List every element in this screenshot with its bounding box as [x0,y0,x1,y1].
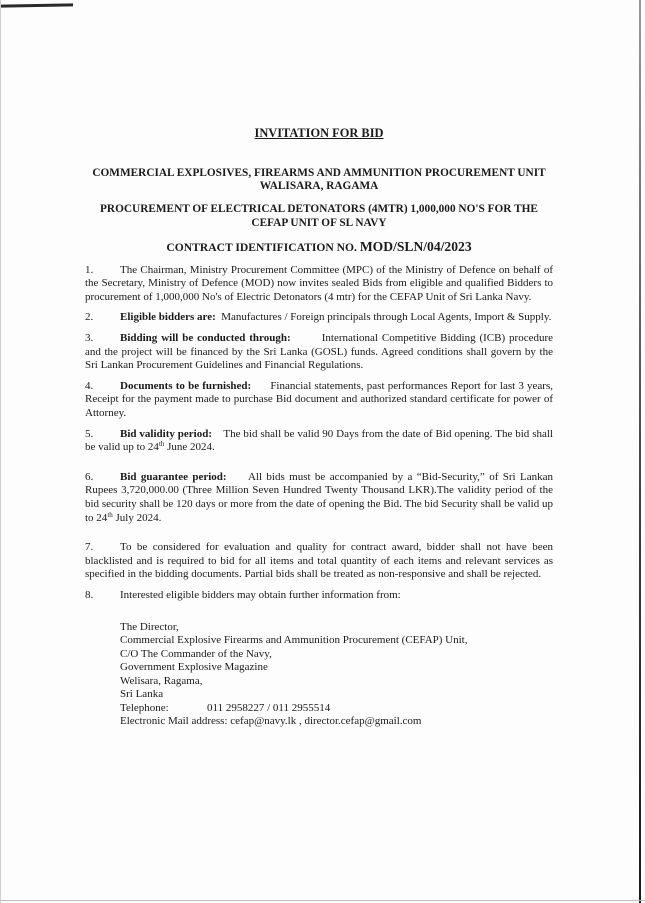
address-line: C/O The Commander of the Navy, [120,647,272,660]
telephone-line [120,702,553,716]
scan-artifact-mark [1,3,73,7]
paragraph-number: 5. [85,427,94,440]
page-bottom-border [1,900,645,901]
paragraph-2 [85,311,553,325]
paragraph-4 [85,380,553,421]
paragraph-number: 7. [85,541,94,554]
address-line: Commercial Explosive Firearms and Ammunition Procurement (CEFAP) Unit, [120,634,468,646]
paragraph-1 [85,264,553,305]
paragraph-label: Eligible bidders are: [120,311,216,324]
address-line: Sri Lanka [120,688,164,700]
paragraph-text: To be considered for evaluation and quality for contract award, bidder shall not have been blacklisted and is required to bid for all items and total quantity of each items and relevant services as specified in the bidding documents. Partial bids shall be treated as non-responsive and shall be rejected. [85,541,553,581]
paragraph-number: 4. [85,379,94,392]
heading-procurement: PROCUREMENT OF ELECTRICAL DETONATORS (4MTR) 1,000,000 NO'S FOR THE CEFAP UNIT OF SL NAVY [100,203,538,229]
paragraph-text: International Competitive Bidding (ICB) procedure and the project will be financed by the Sri Lanka (GOSL) funds. Agreed conditions shall govern by the Sri Lankan Procurement Guidelines and Financial Regulations. [85,332,553,372]
paragraph-label: Bidding will be conducted through: [120,332,291,344]
paragraph-label: Bid guarantee period: [120,470,227,483]
telephone-number: 011 2958227 / 011 2955514 [207,701,331,714]
paragraph-number: 3. [85,332,94,344]
paragraph-number: 8. [85,588,94,601]
paragraph-number: 2. [85,311,94,324]
paragraph-6 [85,471,553,525]
heading-contract-id [85,240,553,254]
paragraph-3 [85,332,553,373]
ordinal-suffix: th [107,510,113,519]
paragraph-text: Manufactures / Foreign principals through Local Agents, Import & Supply. [221,311,552,324]
paragraph-8 [85,589,553,603]
paragraph-label: Bid validity period: [120,427,212,440]
paragraph-text: The bid shall be valid 90 Days from the date of Bid opening. The bid shall be valid up to 24 [85,427,553,454]
email-line [120,715,553,729]
contract-id-prefix: CONTRACT IDENTIFICATION NO. [166,241,360,255]
document-title: INVITATION FOR BID [254,126,384,140]
paragraph-text: The Chairman, Ministry Procurement Committee (MPC) of the Ministry of Defence on behalf of the Secretary, Ministry of Defence (MOD) now invites sealed Bids from eligible and qualified Bidders to procurement of 1,000,000 No's of Electric Detonators (4 mtr) for the CEFAP Unit of Sri Lanka Navy. [85,263,553,303]
telephone-label: Telephone: [120,701,169,714]
contract-id-number: MOD/SLN/04/2023 [359,239,472,255]
paragraph-text: Financial statements, past performances Report for last 3 years, Receipt for the payment made to purchase Bid document and authorized standard certificate for power of Attorney. [85,379,553,419]
email-addresses: cefap@navy.lk , director.cefap@gmail.com [230,715,422,727]
paragraph-number: 6. [85,470,94,483]
paragraph-number: 1. [85,263,94,276]
paragraph-7 [85,541,553,582]
paragraph-5 [85,428,553,455]
paragraph-text: All bids must be accompanied by a “Bid-Security,” of Sri Lankan Rupees 3,720,000.00 (Three Million Seven Hundred Twenty Thousand LKR).The validity period of the bid security shall be 120 days or more from the date of opening the Bid. The bid Security shall be valid up to 24 [85,470,553,524]
address-line: Government Explosive Magazine [120,661,268,673]
paragraph-text-end: July 2024. [112,511,162,524]
email-label: Electronic Mail address: [120,715,228,727]
document-body [85,127,553,729]
paragraph-text: Interested eligible bidders may obtain further information from: [120,588,401,601]
paragraph-label: Documents to be furnished: [120,379,252,392]
paragraph-text-end: June 2024. [164,441,215,454]
heading-unit: COMMERCIAL EXPLOSIVES, FIREARMS AND AMMUNITION PROCUREMENT UNIT WALISARA, RAGAMA [92,166,546,192]
scan-page-edge [639,0,641,903]
contact-address [120,621,553,729]
ordinal-suffix: th [158,440,165,449]
address-line: The Director, [120,620,179,633]
address-line: Welisara, Ragama, [120,674,203,687]
